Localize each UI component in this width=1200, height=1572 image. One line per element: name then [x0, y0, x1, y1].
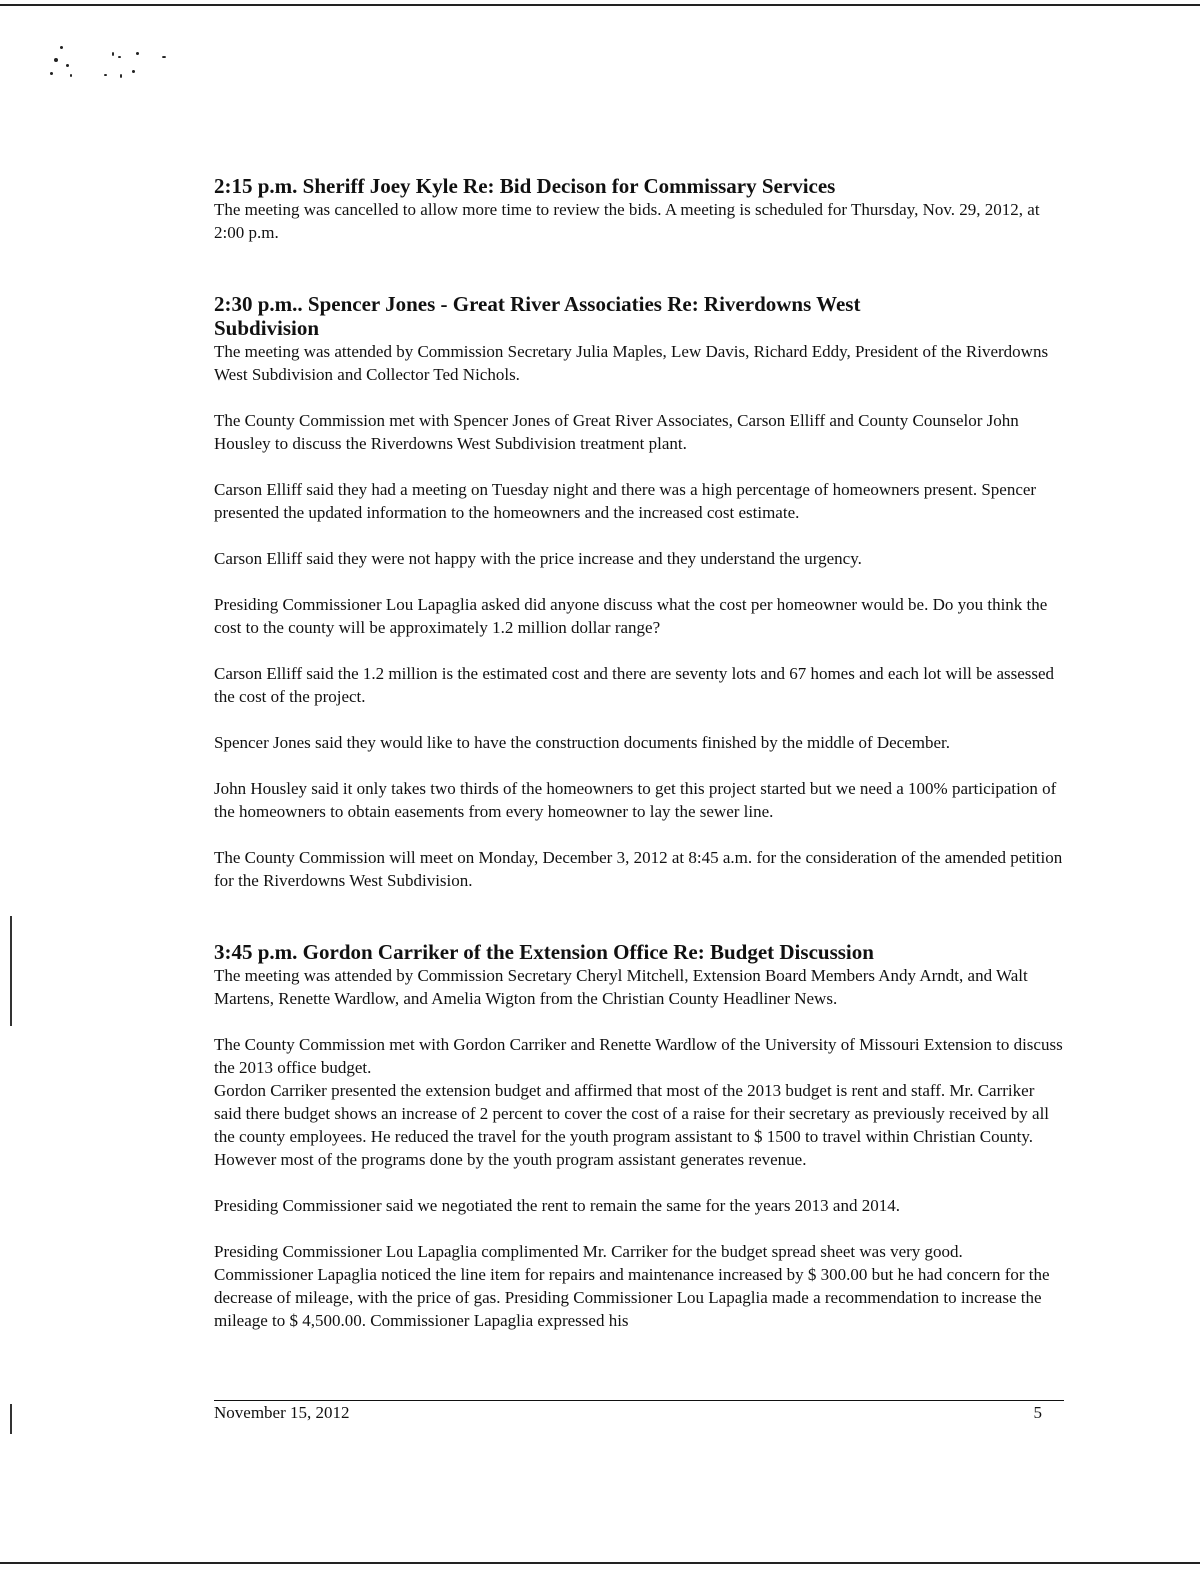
section-riverdowns: [214, 292, 1064, 892]
paragraph: Carson Elliff said they had a meeting on Tuesday night and there was a high percentage of homeowners present. Spencer presented the updated information to the homeowners and the increased cost estimate.: [214, 480, 1037, 522]
paragraph: The meeting was attended by Commission Secretary Julia Maples, Lew Davis, Richard Eddy, President of the Riverdowns West Subdivision and Collector Ted Nichols.: [214, 342, 1049, 384]
section-heading: 3:45 p.m. Gordon Carriker of the Extension Office Re: Budget Discussion: [214, 940, 874, 964]
footer-date: November 15, 2012: [214, 1403, 350, 1422]
paragraph: Presiding Commissioner said we negotiated the rent to remain the same for the years 2013 and 2014.: [214, 1196, 900, 1215]
paragraph: The County Commission will meet on Monday, December 3, 2012 at 8:45 a.m. for the consideration of the amended petition for the Riverdowns West Subdivision.: [214, 848, 1063, 890]
paragraph: John Housley said it only takes two thirds of the homeowners to get this project started but we need a 100% participation of the homeowners to obtain easements from every homeowner to lay the sewer line.: [214, 779, 1057, 821]
minutes-body: [214, 174, 1064, 1332]
paragraph: The County Commission met with Spencer Jones of Great River Associates, Carson Elliff and County Counselor John Housley to discuss the Riverdowns West Subdivision treatment plant.: [214, 411, 1019, 453]
paragraph: Spencer Jones said they would like to have the construction documents finished by the middle of December.: [214, 733, 951, 752]
paragraph: The meeting was attended by Commission Secretary Cheryl Mitchell, Extension Board Members Andy Arndt, and Walt Martens, Renette Wardlow, and Amelia Wigton from the Christian County Headliner News.: [214, 966, 1028, 1008]
paragraph: Carson Elliff said they were not happy with the price increase and they understand the urgency.: [214, 549, 862, 568]
scan-mark-left-1: [10, 916, 12, 1026]
paragraph: The meeting was cancelled to allow more time to review the bids. A meeting is scheduled for Thursday, Nov. 29, 2012, at 2:00 p.m.: [214, 200, 1040, 242]
scan-edge-top: [0, 4, 1200, 6]
section-sheriff-bid: [214, 174, 1064, 244]
section-extension-budget: [214, 940, 1064, 1332]
scan-mark-left-2: [10, 1404, 12, 1434]
paragraph: Presiding Commissioner Lou Lapaglia asked did anyone discuss what the cost per homeowner would be. Do you think the cost to the county will be approximately 1.2 million dollar range?: [214, 595, 1048, 637]
scan-specks: [48, 44, 178, 84]
page-number: 5: [1033, 1403, 1042, 1422]
section-heading: 2:30 p.m.. Spencer Jones - Great River Associaties Re: Riverdowns West Subdivision: [214, 292, 861, 340]
section-heading: 2:15 p.m. Sheriff Joey Kyle Re: Bid Decison for Commissary Services: [214, 174, 836, 198]
paragraph: The County Commission met with Gordon Carriker and Renette Wardlow of the University of Missouri Extension to discuss the 2013 office budget.: [214, 1035, 1063, 1077]
scan-edge-bottom: [0, 1562, 1200, 1564]
paragraph: Gordon Carriker presented the extension budget and affirmed that most of the 2013 budget is rent and staff. Mr. Carriker said there budget shows an increase of 2 percent to cover the cost of a raise for their secretary as previously received by all the county employees. He reduced the travel for the youth program assistant to $ 1500 to travel within Christian County. However most of the programs done by the youth program assistant generates revenue.: [214, 1081, 1050, 1169]
paragraph: Presiding Commissioner Lou Lapaglia complimented Mr. Carriker for the budget spread sheet was very good. Commissioner Lapaglia noticed the line item for repairs and maintenance increased by $ 300.00 but he had concern for the decrease of mileage, with the price of gas. Presiding Commissioner Lou Lapaglia made a recommendation to increase the mileage to $ 4,500.00. Commissioner Lapaglia expressed his: [214, 1242, 1050, 1330]
page-footer: [214, 1400, 1064, 1424]
paragraph: Carson Elliff said the 1.2 million is the estimated cost and there are seventy lots and 67 homes and each lot will be assessed the cost of the project.: [214, 664, 1055, 706]
